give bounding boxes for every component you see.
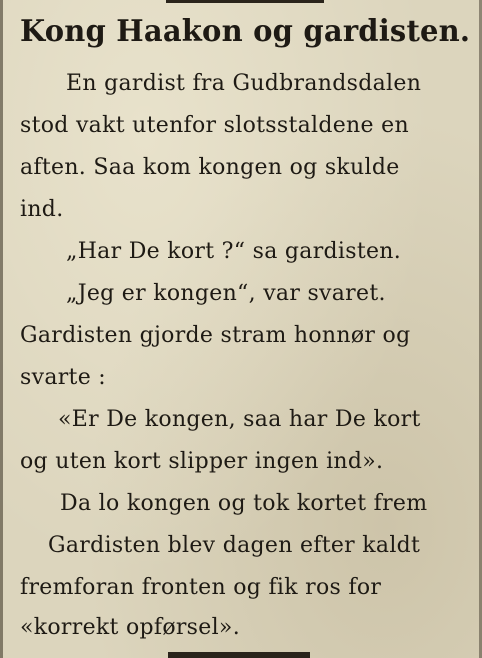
article-line: Gardisten blev dagen efter kaldt: [48, 533, 421, 558]
article-line: ind.: [20, 197, 64, 222]
article-line: „Har De kort ?“ sa gardisten.: [66, 239, 402, 264]
article-line: stod vakt utenfor slotsstaldene en: [20, 113, 409, 138]
article-line: En gardist fra Gudbrandsdalen: [66, 71, 422, 96]
article-line: «korrekt opførsel».: [20, 615, 240, 640]
bottom-rule: [168, 652, 310, 658]
article-line: „Jeg er kongen“, var svaret.: [66, 281, 386, 306]
article-line: svarte :: [20, 365, 107, 390]
article-line: «Er De kongen, saa har De kort: [58, 407, 421, 432]
article-line: aften. Saa kom kongen og skulde: [20, 155, 400, 180]
top-rule: [166, 0, 324, 3]
article-headline: Kong Haakon og gardisten.: [20, 14, 471, 49]
article-line: Gardisten gjorde stram honnør og: [20, 323, 411, 348]
article-line: Da lo kongen og tok kortet frem: [60, 491, 428, 516]
article-line: fremforan fronten og fik ros for: [20, 575, 382, 600]
article-line: og uten kort slipper ingen ind».: [20, 449, 384, 474]
column-edge-left: [0, 0, 3, 658]
